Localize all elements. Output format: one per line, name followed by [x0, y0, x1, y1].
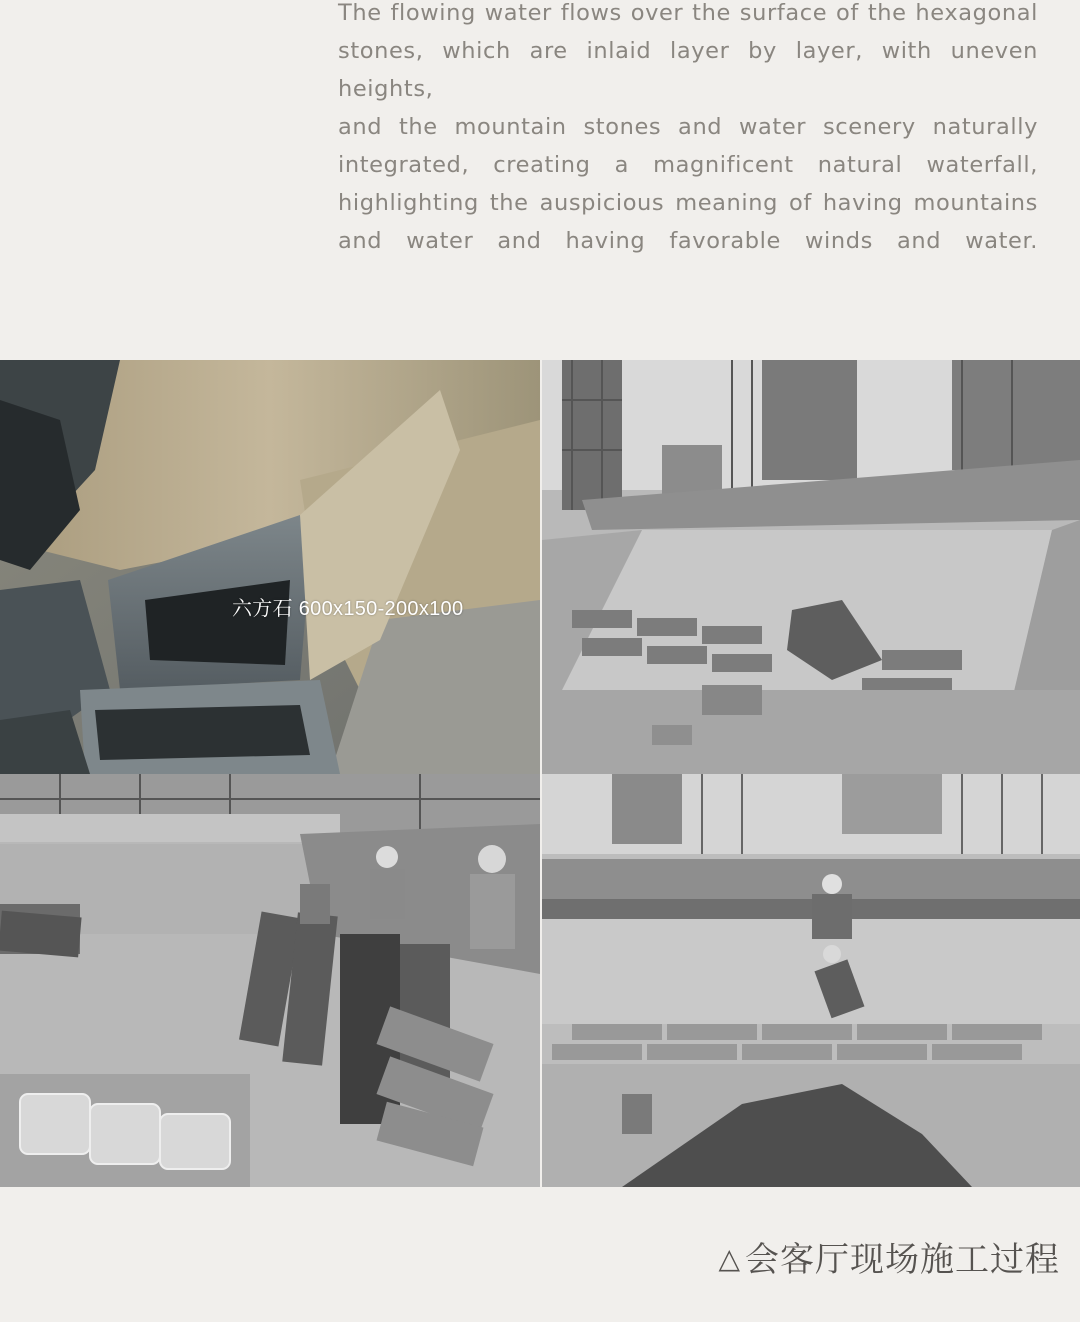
hexagonal-stone-photo: [0, 360, 540, 774]
construction-slope-photo: [542, 360, 1080, 774]
intro-line: The flowing water flows over the surface of the hexagonal: [338, 0, 1038, 26]
stone-spec-label: 六方石 600x150-200x100: [232, 598, 464, 620]
intro-line: and the mountain stones and water scenery naturally: [338, 114, 1038, 140]
photo-caption: [718, 1232, 1060, 1281]
intro-paragraph: [338, 0, 1038, 260]
caption-text: 会客厅现场施工过程: [745, 1240, 1060, 1280]
triangle-icon: △: [718, 1242, 741, 1275]
workers-slope-photo: [542, 774, 1080, 1187]
intro-line: stones, which are inlaid layer by layer, with uneven heights,: [338, 38, 1038, 102]
intro-line: highlighting the auspicious meaning of having mountains: [338, 190, 1038, 216]
workers-stones-photo: [0, 774, 540, 1187]
intro-line: and water and having favorable winds and water.: [338, 228, 1038, 254]
intro-line: integrated, creating a magnificent natural waterfall,: [338, 152, 1038, 178]
photo-grid: [0, 360, 1080, 1187]
